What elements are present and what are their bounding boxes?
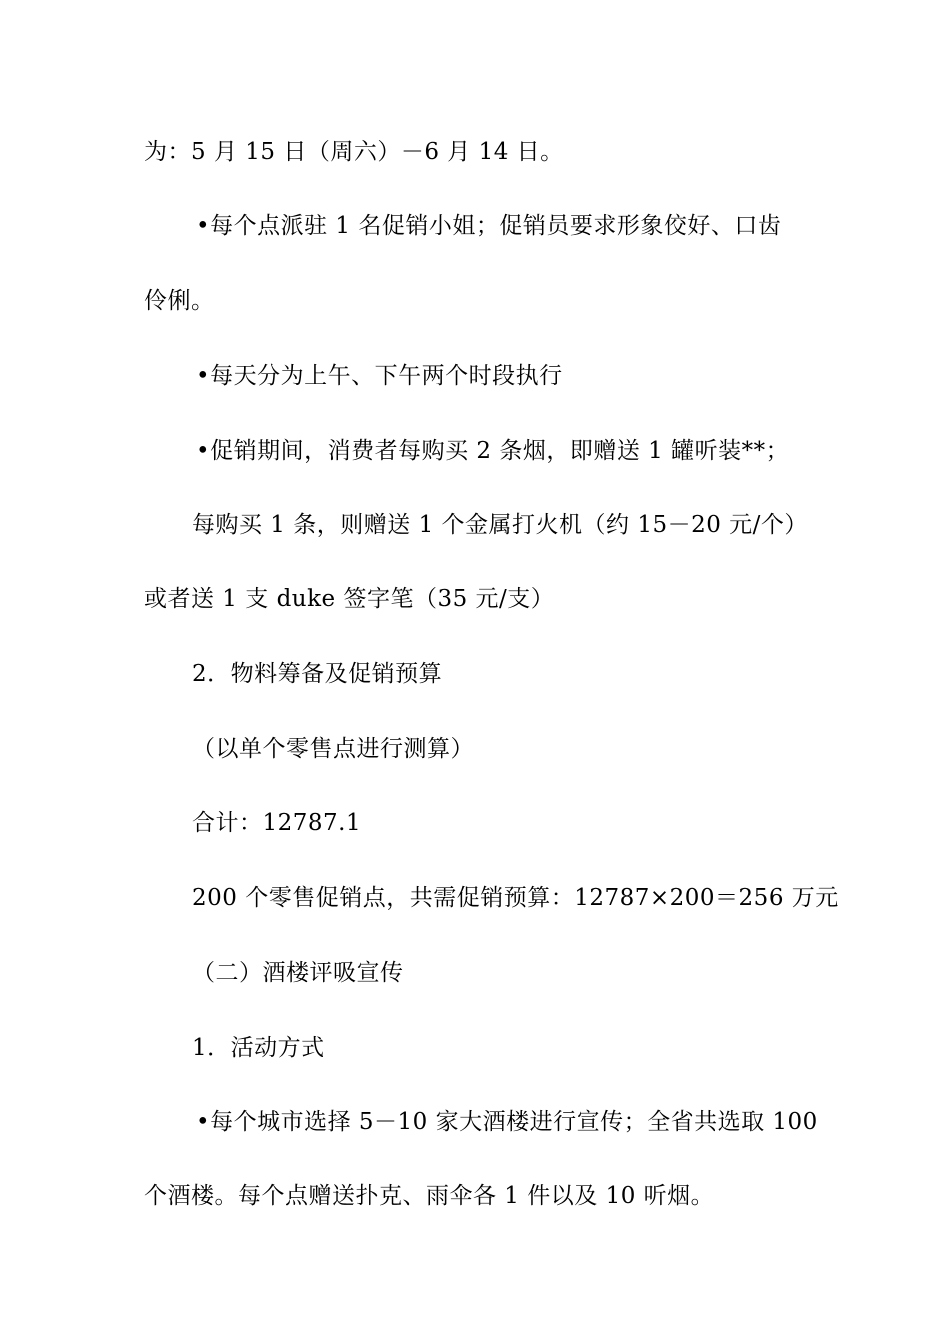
- paragraph-line: 为：5 月 15 日（周六）－6 月 14 日。: [144, 139, 564, 165]
- paragraph-line: 个酒楼。每个点赠送扑克、雨伞各 1 件以及 10 听烟。: [144, 1183, 715, 1209]
- section-heading: 2．物料筹备及促销预算: [192, 661, 443, 687]
- bullet-item-line: •每个城市选择 5－10 家大酒楼进行宣传；全省共选取 100: [196, 1109, 818, 1135]
- bullet-item-line: •促销期间，消费者每购买 2 条烟，即赠送 1 罐听装**；: [196, 438, 790, 464]
- paragraph-line: （以单个零售点进行测算）: [192, 736, 474, 762]
- bullet-item-line: •每天分为上午、下午两个时段执行: [196, 363, 563, 389]
- section-heading: （二）酒楼评吸宣传: [192, 960, 404, 986]
- paragraph-line: 每购买 1 条，则赠送 1 个金属打火机（约 15－20 元/个）: [192, 512, 808, 538]
- budget-line: 200 个零售促销点，共需促销预算：12787×200＝256 万元: [192, 885, 839, 911]
- paragraph-line: 伶俐。: [144, 288, 215, 314]
- bullet-item-line: •每个点派驻 1 名促销小姐；促销员要求形象佼好、口齿: [196, 213, 782, 239]
- section-heading: 1．活动方式: [192, 1035, 325, 1061]
- paragraph-line: 或者送 1 支 duke 签字笔（35 元/支）: [144, 586, 555, 612]
- total-line: 合计：12787.1: [192, 810, 362, 836]
